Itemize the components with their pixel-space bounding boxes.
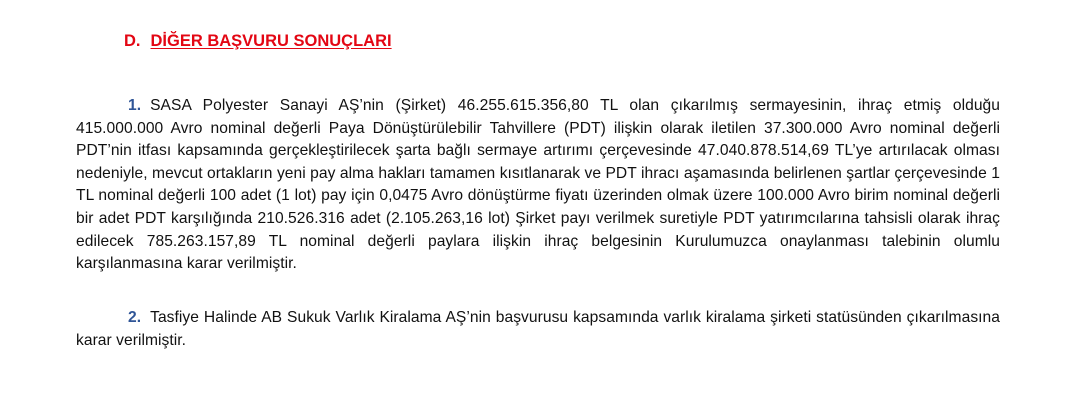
item-number: 2. xyxy=(128,309,142,326)
decision-item-1 xyxy=(76,95,1000,276)
item-text: Tasfiye Halinde AB Sukuk Varlık Kiralama AŞ’nin başvurusu kapsamında varlık kiralama şirketi statüsünden çıkarılmasına karar verilmiştir. xyxy=(76,309,1000,349)
decision-item-2 xyxy=(76,307,1000,352)
item-text: SASA Polyester Sanayi AŞ’nin (Şirket) 46.255.615.356,80 TL olan çıkarılmış sermayesinin, ihraç etmiş olduğu 415.000.000 Avro nominal değerli Paya Dönüştürülebilir Tahvillere (PDT) ilişkin olarak iletilen 37.300.000 Avro nominal değerli PDT’nin itfası kapsamında gerçekleştirilecek şarta bağlı sermaye artırımı çerçevesinde 47.040.878.514,69 TL’ye artırılacak olması nedeniyle, mevcut ortakların yeni pay alma hakları tamamen kısıtlanarak ve PDT ihracı aşamasında belirlenen şartlar çerçevesinde 1 TL nominal değerli 100 adet (1 lot) pay için 0,0475 Avro dönüştürme fiyatı üzerinden olmak üzere 100.000 Avro birim nominal değerli bir adet PDT karşılığında 210.526.316 adet (2.105.263,16 lot) Şirket payı verilmek suretiyle PDT yatırımcılarına tahsisli olarak ihraç edilecek 785.263.157,89 TL nominal değerli paylara ilişkin ihraç belgesinin Kurulumuzca onaylanması talebinin olumlu karşılanmasına karar verilmiştir. xyxy=(76,97,1000,273)
item-number: 1. xyxy=(128,97,142,114)
section-heading xyxy=(124,32,392,51)
section-letter: D. xyxy=(124,32,141,50)
section-title: DİĞER BAŞVURU SONUÇLARI xyxy=(150,32,392,50)
